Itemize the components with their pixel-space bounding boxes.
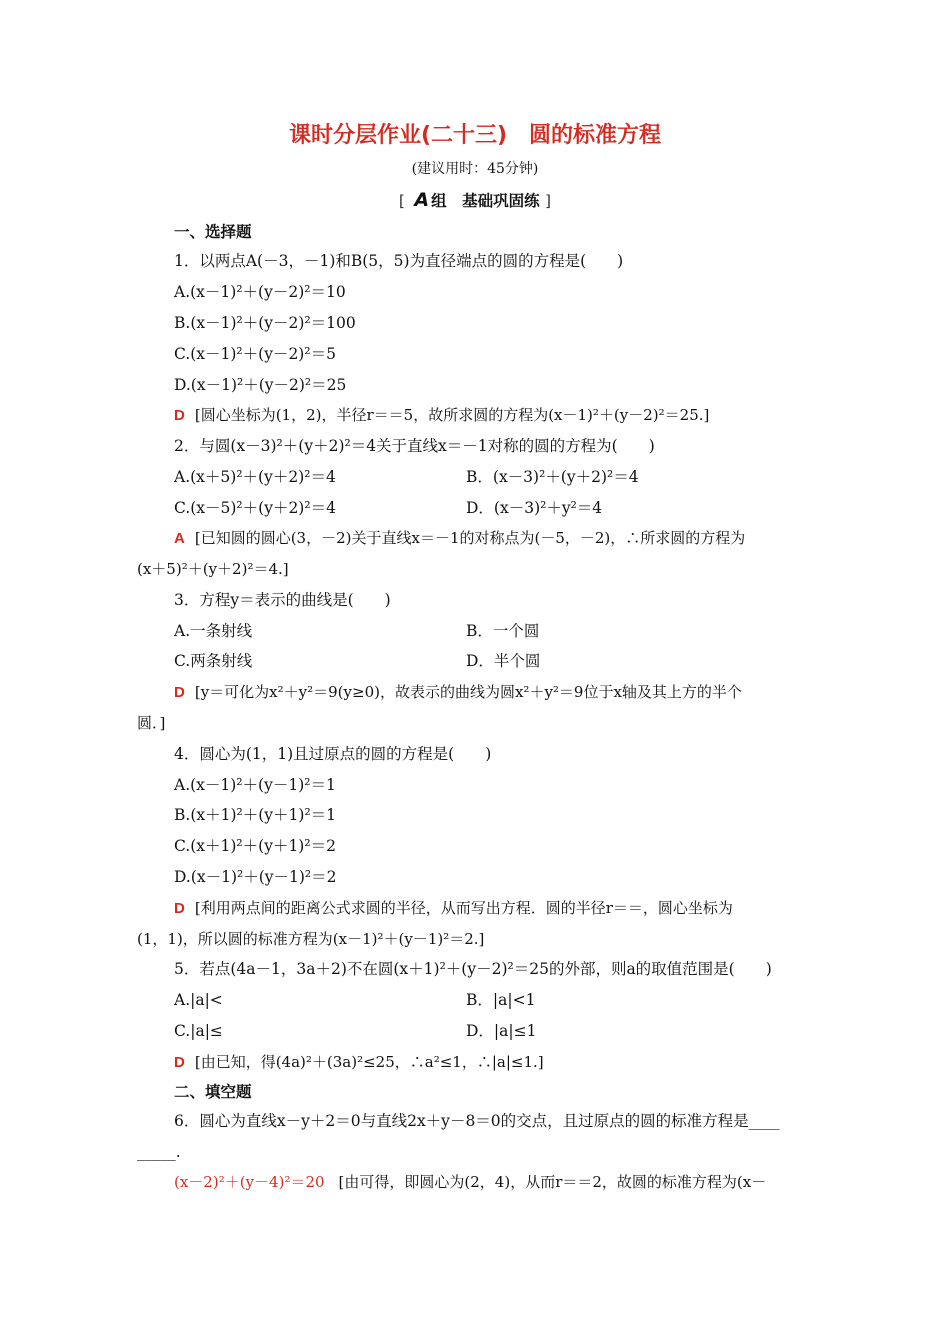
q5-answer: D [174, 1054, 185, 1071]
group-bracket-open: [ [398, 192, 405, 210]
q6-solution-text: [由可得，即圆心为(2，4)，从而r＝＝2，故圆的标准方程为(x－ [338, 1173, 767, 1191]
q2-answer: A [174, 530, 185, 547]
q4-option-b: B.(x＋1)²＋(y＋1)²＝1 [174, 806, 337, 824]
q5-solution-text: [由已知，得(4a)²＋(3a)²≤25，∴a²≤1，∴|a|≤1.] [194, 1053, 544, 1071]
q3-solution-cont: 圆．] [137, 714, 166, 732]
q4-answer: D [174, 900, 185, 917]
q4-solution-text: [利用两点间的距离公式求圆的半径，从而写出方程．圆的半径r＝＝，圆心坐标为 [194, 899, 733, 917]
q2-solution-cont: (x＋5)²＋(y＋2)²＝4.] [137, 560, 289, 578]
q3-option-c: C.两条射线 [174, 652, 253, 670]
q1-option-a: A.(x－1)²＋(y－2)²＝10 [174, 283, 346, 301]
q6-solution [174, 1172, 766, 1192]
page-title: 课时分层作业(二十三) 圆的标准方程 [288, 123, 662, 148]
q3-option-a: A.一条射线 [174, 622, 253, 640]
q4-option-d: D.(x－1)²＋(y－1)²＝2 [174, 868, 337, 886]
q1-solution [174, 405, 709, 426]
group-heading [0, 189, 950, 212]
q1-option-c: C.(x－1)²＋(y－2)²＝5 [174, 345, 336, 363]
q2-option-c: C.(x－5)²＋(y＋2)²＝4 [174, 499, 336, 517]
q5-solution [174, 1052, 544, 1073]
q6-stem-cont: _____. [137, 1143, 181, 1161]
q4-solution-cont: (1，1)，所以圆的标准方程为(x－1)²＋(y－1)²＝2.] [137, 930, 485, 948]
q3-option-b: B．一个圆 [466, 622, 540, 640]
q1-option-b: B.(x－1)²＋(y－2)²＝100 [174, 314, 356, 332]
q3-solution [174, 682, 742, 703]
q2-solution [174, 528, 745, 549]
q5-option-c: C.|a|≤ [174, 1022, 223, 1040]
q3-solution-text: [y＝可化为x²＋y²＝9(y≥0)，故表示的曲线为圆x²＋y²＝9位于x轴及其上方的半个 [194, 683, 742, 701]
q1-solution-text: [圆心坐标为(1，2)，半径r＝＝5，故所求圆的方程为(x－1)²＋(y－2)²＝25.] [194, 406, 710, 424]
group-bracket-close: ] [545, 192, 552, 210]
q4-option-a: A.(x－1)²＋(y－1)²＝1 [174, 776, 336, 794]
q4-option-c: C.(x＋1)²＋(y＋1)²＝2 [174, 837, 336, 855]
group-letter: A [414, 189, 430, 211]
q5-option-a: A.|a|< [174, 991, 223, 1009]
section-fill: 二、填空题 [174, 1083, 252, 1101]
q5-option-d: D．|a|≤1 [466, 1022, 537, 1040]
q6-stem: 6．圆心为直线x－y＋2＝0与直线2x＋y－8＝0的交点，且过原点的圆的标准方程是____ [174, 1112, 780, 1130]
q5-option-b: B．|a|<1 [466, 991, 536, 1009]
q2-option-a: A.(x＋5)²＋(y＋2)²＝4 [174, 468, 336, 486]
q3-stem: 3．方程y＝表示的曲线是( ) [174, 591, 391, 609]
q3-answer: D [174, 684, 185, 701]
q2-option-b: B．(x－3)²＋(y＋2)²＝4 [466, 468, 639, 486]
time-suggestion: (建议用时：45分钟) [411, 161, 539, 177]
q5-stem: 5．若点(4a－1，3a＋2)不在圆(x＋1)²＋(y－2)²＝25的外部，则a的取值范围是( ) [174, 960, 772, 978]
section-choice: 一、选择题 [174, 223, 252, 241]
q2-option-d: D．(x－3)²＋y²＝4 [466, 499, 603, 517]
q1-option-d: D.(x－1)²＋(y－2)²＝25 [174, 376, 347, 394]
q6-answer: (x－2)²＋(y－4)²＝20 [174, 1173, 325, 1191]
q1-stem: 1．以两点A(－3，－1)和B(5，5)为直径端点的圆的方程是( ) [174, 252, 624, 270]
q1-answer: D [174, 407, 185, 424]
q3-option-d: D．半个圆 [466, 652, 541, 670]
q2-stem: 2．与圆(x－3)²＋(y＋2)²＝4关于直线x＝－1对称的圆的方程为( ) [174, 437, 655, 455]
q4-solution [174, 898, 733, 919]
q2-solution-text: [已知圆的圆心(3，－2)关于直线x＝－1的对称点为(－5，－2)，∴所求圆的方程为 [194, 529, 746, 547]
group-label: 组 基础巩固练 [431, 192, 540, 210]
q4-stem: 4．圆心为(1，1)且过原点的圆的方程是( ) [174, 745, 492, 763]
